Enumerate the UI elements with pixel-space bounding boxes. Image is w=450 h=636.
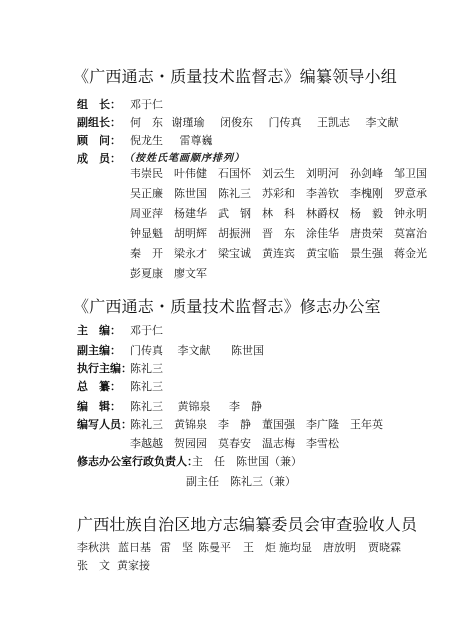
member-name: 梁永才 xyxy=(174,247,207,260)
writer-name: 贺园园 xyxy=(174,437,207,450)
member-name: 苏彩和 xyxy=(262,187,295,200)
office-admin-label: 修志办公室行政负责人： xyxy=(77,455,198,468)
reviewers-row xyxy=(77,558,150,574)
member-name: 邹卫国 xyxy=(394,167,427,180)
leader-label: 组 长： xyxy=(77,98,121,111)
editor-name: 陈礼三 xyxy=(130,400,163,413)
writers-row xyxy=(130,415,394,434)
deputy-editor-name: 门传真 xyxy=(130,344,163,357)
editor-name: 李 静 xyxy=(229,400,262,413)
member-name: 黄连宾 xyxy=(262,247,295,260)
reviewer-name: 雷 坚 xyxy=(160,541,193,554)
member-name: 李善钦 xyxy=(306,187,339,200)
member-name: 黄宝临 xyxy=(306,247,339,260)
vice-leader-name: 王凯志 xyxy=(317,116,350,129)
members-row xyxy=(130,224,438,244)
reviewers-row xyxy=(77,540,401,556)
editors-list xyxy=(130,399,262,415)
members-row xyxy=(130,164,438,184)
member-name: 周亚萍 xyxy=(130,207,163,220)
writer-name: 董国强 xyxy=(262,418,295,431)
deputy-editor-name: 李文献 xyxy=(177,344,211,357)
deputy-editor-label: 副主编： xyxy=(77,344,121,357)
chief-editor-label: 主 编： xyxy=(77,324,121,337)
members-grid xyxy=(130,164,438,284)
writer-name: 陈礼三 xyxy=(130,418,163,431)
member-name: 林爵权 xyxy=(306,207,339,220)
member-name: 陈世国 xyxy=(174,187,207,200)
members-row xyxy=(130,204,438,224)
member-name: 胡明辉 xyxy=(174,227,207,240)
member-name: 钟显魁 xyxy=(130,227,163,240)
advisor-list xyxy=(130,133,213,149)
members-label: 成 员： xyxy=(77,152,121,165)
member-name: 林 科 xyxy=(262,207,295,220)
editors-label: 编 辑： xyxy=(77,400,121,413)
members-row xyxy=(130,184,438,204)
member-name: 刘云生 xyxy=(262,167,295,180)
members-row xyxy=(130,244,438,264)
vice-leader-name: 闭俊东 xyxy=(220,116,253,129)
member-name: 刘明河 xyxy=(306,167,339,180)
advisor-name: 雷尊巍 xyxy=(179,134,213,147)
reviewer-name: 黄家接 xyxy=(117,559,150,572)
writer-name: 温志梅 xyxy=(262,437,295,450)
writer-name: 莫春安 xyxy=(218,437,251,450)
advisor-name: 倪龙生 xyxy=(130,134,163,147)
reviewer-name: 贾晓霖 xyxy=(368,541,401,554)
writer-name: 李 静 xyxy=(218,418,251,431)
member-name: 杨建华 xyxy=(174,207,207,220)
general-compiler-name: 陈礼三 xyxy=(130,380,163,393)
member-name: 蒋金光 xyxy=(394,247,427,260)
member-name: 钟永明 xyxy=(394,207,427,220)
review-committee-title: 广西壮族自治区地方志编纂委员会审查验收人员 xyxy=(77,515,418,534)
reviewer-name: 唐放明 xyxy=(323,541,356,554)
writer-name: 李雪松 xyxy=(306,437,339,450)
member-name: 叶伟健 xyxy=(174,167,207,180)
executive-editor-name: 陈礼三 xyxy=(130,362,163,375)
vice-leader-label: 副组长： xyxy=(77,116,121,129)
office-deputy-director: 副主任 陈礼三（兼） xyxy=(186,475,296,488)
member-name: 晋 东 xyxy=(262,227,295,240)
members-row xyxy=(130,264,438,284)
member-name: 廖文军 xyxy=(174,267,207,280)
writer-name: 王年英 xyxy=(350,418,383,431)
member-name: 唐贵荣 xyxy=(350,227,383,240)
member-name: 韦崇民 xyxy=(130,167,163,180)
vice-leader-name: 李文献 xyxy=(365,116,399,129)
writer-name: 黄锦泉 xyxy=(174,418,207,431)
member-name: 秦 开 xyxy=(130,247,163,260)
member-name: 罗意承 xyxy=(394,187,427,200)
leadership-group-title: 《广西通志・质量技术监督志》编纂领导小组 xyxy=(73,67,398,86)
member-name: 陈礼三 xyxy=(218,187,251,200)
member-name: 李槐刚 xyxy=(350,187,383,200)
member-name: 景生强 xyxy=(350,247,383,260)
writers-label: 编写人员： xyxy=(77,418,132,431)
vice-leader-list xyxy=(130,115,399,131)
vice-leader-name: 何 东 xyxy=(130,116,163,129)
member-name: 莫富治 xyxy=(394,227,427,240)
general-compiler-label: 总 纂： xyxy=(77,380,121,393)
editorial-office-title: 《广西通志・质量技术监督志》修志办公室 xyxy=(73,297,381,316)
chief-editor-name: 邓于仁 xyxy=(130,324,163,337)
member-name: 杨 毅 xyxy=(350,207,383,220)
member-name: 涂佳华 xyxy=(306,227,339,240)
vice-leader-name: 谢瑾瑜 xyxy=(171,116,205,129)
member-name: 孙剑峰 xyxy=(350,167,383,180)
reviewer-name: 王 炬 xyxy=(243,541,276,554)
vice-leader-name: 门传真 xyxy=(268,116,302,129)
editor-name: 黄锦泉 xyxy=(177,400,211,413)
deputy-editor-list xyxy=(130,343,264,359)
member-name: 武 钢 xyxy=(218,207,251,220)
member-name: 胡振洲 xyxy=(218,227,251,240)
executive-editor-label: 执行主编： xyxy=(77,362,132,375)
reviewer-name: 蓝日基 xyxy=(118,541,151,554)
writer-name: 李广隆 xyxy=(306,418,339,431)
deputy-editor-name: 陈世国 xyxy=(231,344,264,357)
reviewer-name: 李秋洪 xyxy=(77,541,110,554)
writers-grid xyxy=(130,415,394,453)
members-order-note: （按姓氏笔画顺序排列） xyxy=(124,153,245,164)
member-name: 吴正廉 xyxy=(130,187,163,200)
reviewer-name: 施均显 xyxy=(279,541,312,554)
writer-name: 李越越 xyxy=(130,437,163,450)
office-director: 主 任 陈世国（兼） xyxy=(192,455,302,468)
member-name: 石国怀 xyxy=(218,167,251,180)
member-name: 彭夏康 xyxy=(130,267,163,280)
reviewer-name: 陈曼平 xyxy=(198,541,231,554)
reviewer-name: 张 文 xyxy=(77,559,110,572)
leader-name: 邓于仁 xyxy=(130,98,163,111)
member-name: 梁宝诚 xyxy=(218,247,251,260)
advisor-label: 顾 问： xyxy=(77,134,121,147)
writers-row xyxy=(130,434,394,453)
